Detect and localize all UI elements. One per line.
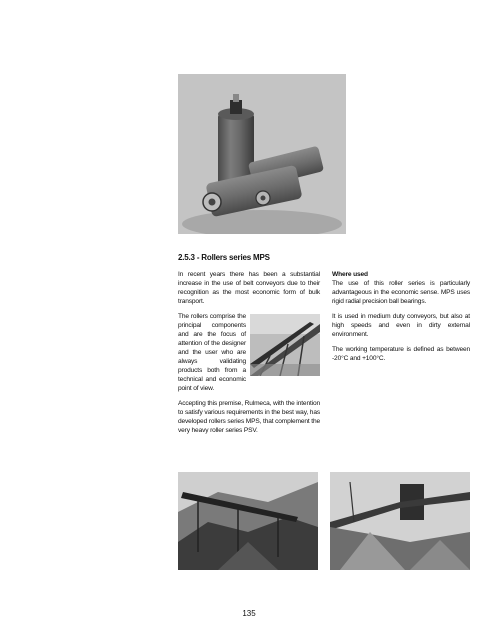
where-used-subheading: Where used — [332, 271, 368, 278]
rollers-product-photo — [178, 74, 346, 234]
temperature-paragraph: The working temperature is defined as between -20°C and +100°C. — [332, 346, 470, 362]
right-text-column — [332, 270, 470, 369]
left-text-column — [178, 270, 320, 441]
usage-paragraph: The use of this roller series is particularly advantageous in the economic sense. MPS uses rigid radial precision ball bearings. — [332, 280, 470, 305]
premise-paragraph: Accepting this premise, Rulmeca, with the intention to satisfy various requirements in the best way, has developed rollers series MPS, that complement the very heavy roller series PSV. — [178, 400, 320, 434]
components-paragraph-text: The rollers comprise the principal components and are the focus of attention of the designer and the user who are always validating products both from a technical and economic point of view. — [178, 313, 246, 392]
quarry-conveyor-photo-left — [178, 472, 318, 570]
components-paragraph — [178, 312, 320, 393]
conveyor-inset-photo — [250, 314, 320, 376]
intro-paragraph: In recent years there has been a substantial increase in the use of belt conveyors due to their recognition as the most economic form of bulk transport. — [178, 271, 320, 305]
page-number: 135 — [242, 609, 256, 618]
section-heading: 2.5.3 - Rollers series MPS — [178, 253, 270, 262]
duty-paragraph: It is used in medium duty conveyors, but also at high speeds and even in dirty external environment. — [332, 313, 470, 338]
quarry-conveyor-photo-right — [330, 472, 470, 570]
